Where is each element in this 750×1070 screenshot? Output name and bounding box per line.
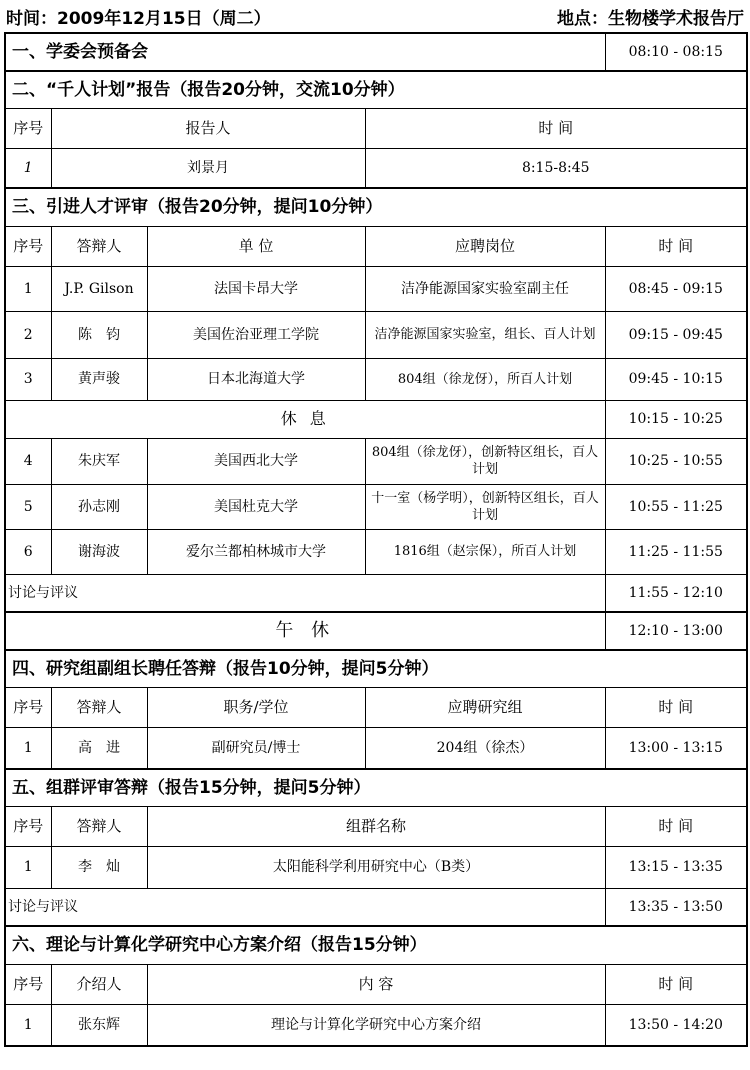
col-header-candidate: 答辩人: [51, 226, 147, 266]
row-post: 804组（徐龙伢），所百人计划: [365, 358, 605, 400]
table-row: [5, 846, 747, 888]
row-time: 08:45 - 09:15: [605, 266, 747, 311]
discussion-row: [5, 888, 747, 926]
section-2-title: 二、“千人计划”报告（报告20分钟，交流10分钟）: [5, 71, 747, 108]
col-header-no: 序号: [5, 687, 51, 727]
col-header-candidate: 答辩人: [51, 806, 147, 846]
row-time: 11:25 - 11:55: [605, 529, 747, 574]
col-header-time: 时 间: [365, 108, 747, 148]
lunch-time: 12:10 - 13:00: [605, 612, 747, 650]
row-speaker: 刘景月: [51, 148, 365, 188]
table-row: [5, 484, 747, 529]
row-candidate: 朱庆军: [51, 438, 147, 484]
row-no: 2: [5, 311, 51, 358]
row-candidate: 李 灿: [51, 846, 147, 888]
col-header-time: 时 间: [605, 806, 747, 846]
lunch-row: [5, 612, 747, 650]
col-header-post: 应聘岗位: [365, 226, 605, 266]
meeting-date: 时间：2009年12月15日（周二）: [6, 9, 271, 29]
col-header-content: 内 容: [147, 964, 605, 1004]
row-time: 13:00 - 13:15: [605, 727, 747, 769]
discussion-row: [5, 574, 747, 612]
lunch-label: 午 休: [5, 612, 605, 650]
row-candidate: 黄声骏: [51, 358, 147, 400]
schedule-table: [4, 32, 748, 1047]
row-no: 1: [5, 148, 51, 188]
section-2-title-row: [5, 71, 747, 108]
row-unit: 美国西北大学: [147, 438, 365, 484]
row-unit: 美国佐治亚理工学院: [147, 311, 365, 358]
row-unit: 法国卡昂大学: [147, 266, 365, 311]
row-unit: 美国杜克大学: [147, 484, 365, 529]
row-no: 1: [5, 1004, 51, 1046]
col-header-group-name: 组群名称: [147, 806, 605, 846]
row-candidate: 陈 钧: [51, 311, 147, 358]
col-header-title: 职务/学位: [147, 687, 365, 727]
row-post: 1816组（赵宗保），所百人计划: [365, 529, 605, 574]
section-6-title-row: [5, 926, 747, 964]
section-4-title-row: [5, 650, 747, 687]
table-row: [5, 529, 747, 574]
section-6-header: [5, 964, 747, 1004]
discussion-label: 讨论与评议: [5, 888, 605, 926]
col-header-unit: 单 位: [147, 226, 365, 266]
meeting-location: 地点：生物楼学术报告厅: [557, 9, 744, 29]
col-header-speaker: 报告人: [51, 108, 365, 148]
table-row: [5, 358, 747, 400]
col-header-time: 时 间: [605, 687, 747, 727]
row-no: 4: [5, 438, 51, 484]
row-no: 1: [5, 846, 51, 888]
row-candidate: 孙志刚: [51, 484, 147, 529]
row-no: 1: [5, 727, 51, 769]
col-header-no: 序号: [5, 226, 51, 266]
col-header-candidate: 答辩人: [51, 687, 147, 727]
row-presenter: 张东辉: [51, 1004, 147, 1046]
row-time: 10:55 - 11:25: [605, 484, 747, 529]
section-3-header: [5, 226, 747, 266]
row-no: 6: [5, 529, 51, 574]
col-header-time: 时 间: [605, 964, 747, 1004]
row-unit: 日本北海道大学: [147, 358, 365, 400]
discussion-time: 13:35 - 13:50: [605, 888, 747, 926]
discussion-time: 11:55 - 12:10: [605, 574, 747, 612]
row-post: 十一室（杨学明），创新特区组长，百人计划: [365, 484, 605, 529]
section-1-title: 一、学委会预备会: [5, 33, 605, 71]
row-candidate: J.P. Gilson: [51, 266, 147, 311]
row-post: 洁净能源国家实验室副主任: [365, 266, 605, 311]
row-candidate: 高 进: [51, 727, 147, 769]
row-content: 理论与计算化学研究中心方案介绍: [147, 1004, 605, 1046]
break-time: 10:15 - 10:25: [605, 400, 747, 438]
section-6-title: 六、理论与计算化学研究中心方案介绍（报告15分钟）: [5, 926, 747, 964]
table-row: [5, 727, 747, 769]
discussion-label: 讨论与评议: [5, 574, 605, 612]
col-header-presenter: 介绍人: [51, 964, 147, 1004]
row-no: 1: [5, 266, 51, 311]
table-row: [5, 438, 747, 484]
section-1-time: 08:10 - 08:15: [605, 33, 747, 71]
row-time: 09:45 - 10:15: [605, 358, 747, 400]
row-time: 09:15 - 09:45: [605, 311, 747, 358]
section-4-header: [5, 687, 747, 727]
col-header-time: 时 间: [605, 226, 747, 266]
col-header-no: 序号: [5, 108, 51, 148]
section-3-title: 三、引进人才评审（报告20分钟，提问10分钟）: [5, 188, 747, 226]
row-unit: 爱尔兰都柏林城市大学: [147, 529, 365, 574]
row-post: 洁净能源国家实验室，组长、百人计划: [365, 311, 605, 358]
row-time: 10:25 - 10:55: [605, 438, 747, 484]
table-row: [5, 266, 747, 311]
row-no: 5: [5, 484, 51, 529]
row-time: 13:15 - 13:35: [605, 846, 747, 888]
row-post: 804组（徐龙伢），创新特区组长，百人计划: [365, 438, 605, 484]
row-candidate: 谢海波: [51, 529, 147, 574]
row-group: 204组（徐杰）: [365, 727, 605, 769]
section-2-header: [5, 108, 747, 148]
section-5-title: 五、组群评审答辩（报告15分钟，提问5分钟）: [5, 769, 747, 806]
row-no: 3: [5, 358, 51, 400]
break-row: [5, 400, 747, 438]
section-5-title-row: [5, 769, 747, 806]
row-time: 13:50 - 14:20: [605, 1004, 747, 1046]
table-row: [5, 1004, 747, 1046]
table-row: [5, 311, 747, 358]
col-header-no: 序号: [5, 806, 51, 846]
table-row: [5, 148, 747, 188]
section-5-header: [5, 806, 747, 846]
section-3-title-row: [5, 188, 747, 226]
row-time: 8:15-8:45: [365, 148, 747, 188]
section-1-row: [5, 33, 747, 71]
row-group-name: 太阳能科学利用研究中心（B类）: [147, 846, 605, 888]
break-label: 休 息: [5, 400, 605, 438]
col-header-no: 序号: [5, 964, 51, 1004]
col-header-group: 应聘研究组: [365, 687, 605, 727]
section-4-title: 四、研究组副组长聘任答辩（报告10分钟，提问5分钟）: [5, 650, 747, 687]
row-title: 副研究员/博士: [147, 727, 365, 769]
